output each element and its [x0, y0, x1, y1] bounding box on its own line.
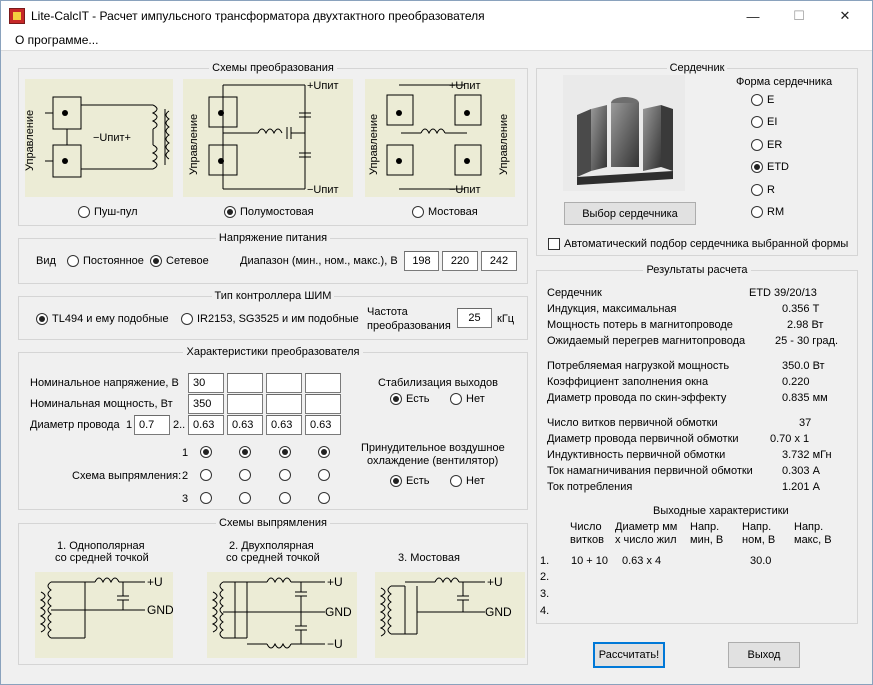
wire-input-1[interactable]: 0.7 [134, 415, 170, 435]
results-group [536, 264, 858, 624]
result-load-power-value: 350.0 Вт [782, 360, 825, 372]
rect-out3-scheme2-radio[interactable] [279, 469, 291, 481]
scheme-fullbridge-control-label-right: Управление [498, 113, 510, 175]
rect-scheme1-gnd-label: GND [147, 603, 173, 617]
scheme-fullbridge-radio[interactable] [412, 206, 424, 218]
cooling-no-label: Нет [466, 475, 485, 487]
minimize-button[interactable]: — [746, 8, 760, 24]
rect-out1-scheme2-radio[interactable] [200, 469, 212, 481]
scheme-pushpull-mid-label: −Uпит+ [93, 132, 131, 144]
supply-dc-label: Постоянное [83, 255, 144, 267]
out-row-3-index: 3. [540, 588, 550, 600]
rect-row-1: 1 [182, 447, 189, 459]
out-header-umin-1: Напр. [690, 521, 720, 533]
power-input-1[interactable]: 350 [188, 394, 224, 414]
scheme-fullbridge-diagram [365, 79, 515, 197]
scheme-halfbridge-vplus-label: +Uпит [307, 80, 339, 92]
scheme-halfbridge-radio[interactable] [224, 206, 236, 218]
supply-voltage-title: Напряжение питания [216, 232, 330, 244]
auto-core-checkbox[interactable] [548, 238, 560, 250]
out-row-1-index: 1. [540, 555, 550, 567]
rect-row-3: 3 [182, 493, 189, 505]
rect-out2-scheme1-radio[interactable] [239, 446, 251, 458]
rect-out3-scheme3-radio[interactable] [279, 492, 291, 504]
rectifier-schemes-title: Схемы выпрямления [216, 517, 330, 529]
pwm-freq-unit: кГц [497, 313, 515, 325]
result-skin-wire-label: Диаметр провода по скин-эффекту [547, 392, 727, 404]
voltage-input-1[interactable]: 30 [188, 373, 224, 393]
rect-out3-scheme1-radio[interactable] [279, 446, 291, 458]
pwm-freq-label-2: преобразования [367, 320, 451, 332]
cooling-title-2: охлаждение (вентилятор) [367, 455, 499, 467]
scheme-halfbridge-vminus-label: −Uпит [307, 184, 339, 196]
cooling-yes-radio[interactable] [390, 475, 402, 487]
shape-etd-label: ETD [767, 161, 789, 173]
scheme-pushpull-control-label: Управление [25, 109, 36, 171]
pwm-controller-group [18, 290, 528, 340]
out-header-unom-1: Напр. [742, 521, 772, 533]
out-header-turns-1: Число [570, 521, 602, 533]
out-row-2-index: 2. [540, 571, 550, 583]
stabilization-yes-label: Есть [406, 393, 430, 405]
rect-scheme2-diagram [207, 572, 357, 658]
core-title: Сердечник [667, 62, 728, 74]
out-row-1-wire: 0.63 x 4 [622, 555, 662, 567]
result-current-value: 1.201 А [782, 481, 820, 493]
supply-mains-label: Сетевое [166, 255, 209, 267]
wire-index-2: 2.. [173, 419, 186, 431]
conversion-schemes-group [18, 62, 528, 226]
scheme-fullbridge-vplus-label: +Uпит [449, 80, 481, 92]
supply-max-input[interactable]: 242 [481, 251, 517, 271]
menu-about[interactable]: О программе... [15, 33, 99, 47]
out-row-1-unom: 30.0 [750, 555, 772, 567]
client-area [1, 52, 872, 684]
shape-r-label: R [767, 184, 775, 196]
cooling-yes-label: Есть [406, 475, 430, 487]
auto-core-label: Автоматический подбор сердечника выбранной формы [564, 238, 849, 250]
wire-index-1: 1 [126, 419, 133, 431]
shape-rm-label: RM [767, 206, 785, 218]
result-current-label: Ток потребления [547, 481, 633, 493]
result-core-label: Сердечник [547, 287, 602, 299]
rect-out4-scheme1-radio[interactable] [318, 446, 330, 458]
stabilization-no-radio[interactable] [450, 393, 462, 405]
results-title: Результаты расчета [643, 264, 750, 276]
scheme-fullbridge-label: Мостовая [428, 206, 478, 218]
nominal-voltage-label: Номинальное напряжение, В [30, 377, 179, 389]
rect-scheme1-title-2: со средней точкой [55, 552, 149, 564]
close-button[interactable]: ✕ [839, 8, 851, 23]
select-core-button[interactable]: Выбор сердечника [564, 202, 696, 225]
core-shape-title: Форма сердечника [736, 76, 833, 88]
rect-out4-scheme3-radio[interactable] [318, 492, 330, 504]
shape-e-label: E [767, 94, 775, 106]
shape-etd-radio[interactable] [751, 161, 763, 173]
exit-button[interactable]: Выход [728, 642, 800, 668]
rect-scheme1-plus-label: +U [147, 575, 163, 589]
rectifier-schemes-group [18, 517, 528, 665]
supply-mains-radio[interactable] [150, 255, 162, 267]
out-header-wire-1: Диаметр мм [615, 521, 678, 533]
result-primary-wire-value: 0.70 x 1 [770, 433, 810, 445]
rectifier-scheme-label: Схема выпрямления: [72, 470, 182, 482]
result-overheat-label: Ожидаемый перегрев магнитопровода [547, 335, 746, 347]
result-window-fill-value: 0.220 [782, 376, 810, 388]
scheme-halfbridge-control-label: Управление [188, 113, 200, 175]
shape-ei-radio[interactable] [751, 116, 763, 128]
rect-scheme3-title: 3. Мостовая [398, 552, 460, 564]
result-inductance-label: Индуктивность первичной обмотки [547, 449, 726, 461]
out-row-1-turns: 10 + 10 [571, 555, 609, 567]
converter-characteristics-group [18, 346, 528, 510]
shape-er-label: ER [767, 139, 783, 151]
result-turns-label: Число витков первичной обмотки [547, 417, 718, 429]
pwm-freq-label-1: Частота [367, 306, 408, 318]
shape-rm-radio[interactable] [751, 206, 763, 218]
wire-diameter-label: Диаметр провода [30, 419, 120, 431]
out-header-unom-2: ном, В [742, 534, 776, 546]
shape-er-radio[interactable] [751, 139, 763, 151]
wire-input-2[interactable]: 0.63 [188, 415, 224, 435]
out-header-umin-2: мин, В [690, 534, 724, 546]
rect-out1-scheme1-radio[interactable] [200, 446, 212, 458]
scheme-pushpull-label: Пуш-пул [94, 206, 138, 218]
voltage-input-4[interactable] [305, 373, 341, 393]
shape-r-radio[interactable] [751, 184, 763, 196]
result-induction-label: Индукция, максимальная [547, 303, 677, 315]
stabilization-no-label: Нет [466, 393, 485, 405]
maximize-button[interactable]: ☐ [793, 8, 805, 23]
rect-scheme2-minus-label: −U [327, 637, 343, 651]
result-core-loss-value: 2.98 Вт [787, 319, 824, 331]
pwm-controller-title: Тип контроллера ШИМ [212, 290, 335, 302]
shape-e-radio[interactable] [751, 94, 763, 106]
rect-scheme1-diagram [35, 572, 173, 658]
result-load-power-label: Потребляемая нагрузкой мощность [547, 360, 730, 372]
rect-scheme3-diagram [375, 572, 525, 658]
supply-kind-label: Вид [36, 255, 56, 267]
stabilization-title: Стабилизация выходов [378, 377, 498, 389]
rect-scheme2-title-2: со средней точкой [226, 552, 320, 564]
menu-bar [1, 31, 872, 51]
pwm-ir2153-label: IR2153, SG3525 и им подобные [197, 313, 359, 325]
core-group [536, 62, 858, 256]
wire-input-4[interactable]: 0.63 [266, 415, 302, 435]
output-characteristics-title: Выходные характеристики [653, 505, 789, 517]
rect-scheme3-gnd-label: GND [485, 605, 512, 619]
result-window-fill-label: Коэффициент заполнения окна [547, 376, 709, 388]
out-row-4-index: 4. [540, 605, 550, 617]
supply-nom-input[interactable]: 220 [442, 251, 478, 271]
rect-out2-scheme2-radio[interactable] [239, 469, 251, 481]
rect-scheme3-plus-label: +U [487, 575, 503, 589]
rect-scheme2-plus-label: +U [327, 575, 343, 589]
title-bar [1, 1, 872, 31]
voltage-input-2[interactable] [227, 373, 263, 393]
out-header-umax-1: Напр. [794, 521, 824, 533]
pwm-ir2153-radio[interactable] [181, 313, 193, 325]
cooling-no-radio[interactable] [450, 475, 462, 487]
supply-voltage-group [18, 232, 528, 284]
rect-out4-scheme2-radio[interactable] [318, 469, 330, 481]
result-primary-wire-label: Диаметр провода первичной обмотки [547, 433, 739, 445]
out-header-wire-2: х число жил [615, 534, 677, 546]
supply-dc-radio[interactable] [67, 255, 79, 267]
power-input-3[interactable] [266, 394, 302, 414]
rect-scheme2-gnd-label: GND [325, 605, 352, 619]
scheme-pushpull-diagram [25, 79, 173, 197]
result-overheat-value: 25 - 30 град. [775, 335, 839, 347]
out-header-turns-2: витков [570, 534, 604, 546]
result-skin-wire-value: 0.835 мм [782, 392, 828, 404]
result-core-loss-label: Мощность потерь в магнитопроводе [547, 319, 733, 331]
voltage-input-3[interactable] [266, 373, 302, 393]
core-image [563, 75, 685, 191]
rect-out1-scheme3-radio[interactable] [200, 492, 212, 504]
nominal-power-label: Номинальная мощность, Вт [30, 398, 173, 410]
result-magnetizing-label: Ток намагничивания первичной обмотки [547, 465, 753, 477]
calculate-button[interactable]: Рассчитать! [593, 642, 665, 668]
rect-row-2: 2 [182, 470, 189, 482]
scheme-pushpull-radio[interactable] [78, 206, 90, 218]
supply-range-label: Диапазон (мин., ном., макс.), В [240, 255, 398, 267]
pwm-tl494-radio[interactable] [36, 313, 48, 325]
result-inductance-value: 3.732 мГн [782, 449, 832, 461]
supply-min-input[interactable]: 198 [404, 251, 439, 271]
scheme-fullbridge-vminus-label: −Uпит [449, 184, 481, 196]
result-magnetizing-value: 0.303 А [782, 465, 820, 477]
scheme-halfbridge-diagram [183, 79, 353, 197]
power-input-4[interactable] [305, 394, 341, 414]
pwm-tl494-label: TL494 и ему подобные [52, 313, 169, 325]
scheme-fullbridge-control-label: Управление [368, 113, 380, 175]
power-input-2[interactable] [227, 394, 263, 414]
result-turns-value: 37 [799, 417, 812, 429]
stabilization-yes-radio[interactable] [390, 393, 402, 405]
shape-ei-label: EI [767, 116, 778, 128]
app-icon [9, 8, 25, 24]
converter-characteristics-title: Характеристики преобразователя [183, 346, 362, 358]
rect-scheme2-title-1: 2. Двухполярная [229, 540, 314, 552]
wire-input-3[interactable]: 0.63 [227, 415, 263, 435]
scheme-halfbridge-label: Полумостовая [240, 206, 314, 218]
result-induction-value: 0.356 Т [782, 303, 820, 315]
conversion-schemes-title: Схемы преобразования [209, 62, 337, 74]
cooling-title-1: Принудительное воздушное [361, 442, 505, 454]
rect-out2-scheme3-radio[interactable] [239, 492, 251, 504]
window-title: Lite-CalcIT - Расчет импульсного трансформатора двухтактного преобразователя [31, 9, 485, 23]
rect-scheme1-title-1: 1. Однополярная [57, 540, 145, 552]
pwm-freq-input[interactable]: 25 [457, 308, 492, 328]
result-core-value: ETD 39/20/13 [749, 287, 817, 299]
wire-input-5[interactable]: 0.63 [305, 415, 341, 435]
out-header-umax-2: макс, В [794, 534, 832, 546]
